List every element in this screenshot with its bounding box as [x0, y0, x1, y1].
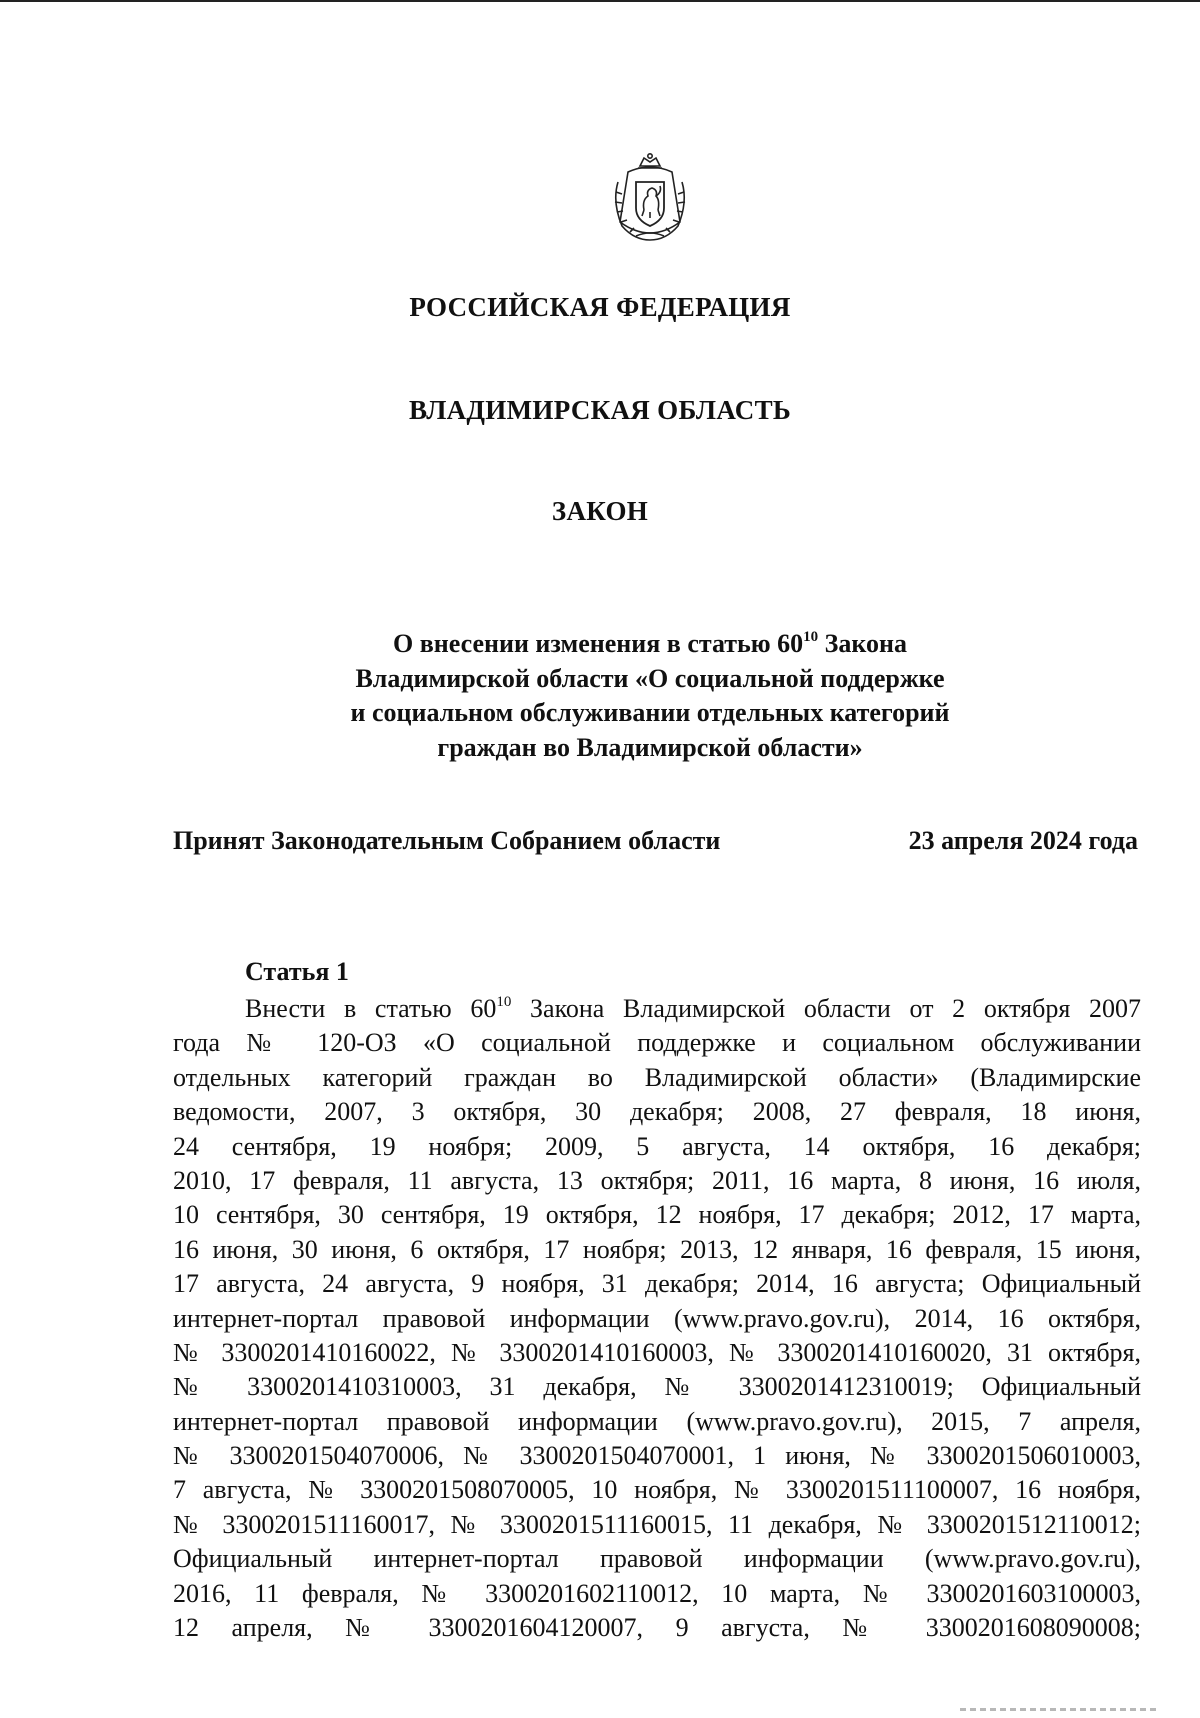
article-body-line: 10 сентября, 30 сентября, 19 октября, 12 ноября, 17 декабря; 2012, 17 марта, [173, 1200, 1141, 1230]
law-title-line: О внесении изменения в статью $60^{10}$ Закона [392, 629, 908, 658]
article-body-line: года № 120-ОЗ «О социальной поддержке и социальном обслуживании [173, 1028, 1141, 1058]
article-body-line: интернет-портал правовой информации (www.pravo.gov.ru), 2015, 7 апреля, [173, 1406, 1141, 1436]
law-title-line: Владимирской области «О социальной поддержке [355, 663, 945, 693]
adoption-date: 23 апреля 2024 года [908, 826, 1138, 855]
article-body-line: интернет-портал правовой информации (www.pravo.gov.ru), 2014, 16 октября, [173, 1303, 1141, 1333]
adoption-info [173, 826, 1138, 860]
region-heading: ВЛАДИМИРСКАЯ ОБЛАСТЬ [408, 395, 792, 425]
article-body-line: 16 июня, 30 июня, 6 октября, 17 ноября; 2013, 12 января, 16 февраля, 15 июня, [173, 1234, 1141, 1264]
document-type-heading: ЗАКОН [551, 496, 649, 526]
law-title-line: и социальном обслуживании отдельных категорий [350, 698, 950, 728]
article-body-line: 2016, 11 февраля, № 3300201602110012, 10 марта, № 3300201603100003, [173, 1578, 1141, 1608]
superscript-number: 10 [803, 629, 819, 645]
article-body-line: отдельных категорий граждан во Владимирской области» (Владимирские [173, 1062, 1141, 1092]
article-body [173, 992, 1141, 1645]
article-body-line: № 3300201410160022, № 3300201410160003, № 3300201410160020, 31 октября, [173, 1337, 1141, 1367]
law-title [300, 627, 1000, 765]
article-body-line: № 3300201511160017, № 3300201511160015, 11 декабря, № 3300201512110012; [173, 1509, 1141, 1539]
adopted-by-label: Принят Законодательным Собранием области [173, 826, 721, 855]
article-body-line: Официальный интернет-портал правовой информации (www.pravo.gov.ru), [173, 1544, 1141, 1574]
scan-footer-mark [960, 1708, 1160, 1711]
law-title-line: граждан во Владимирской области» [437, 732, 863, 762]
article-body-line: № 3300201410310003, 31 декабря, № 3300201412310019; Официальный [173, 1372, 1141, 1402]
superscript-number: 10 [496, 994, 512, 1010]
article-body-line: Внести в статью $60^{10}$ Закона Владимирской области от 2 октября 2007 [245, 994, 1141, 1023]
article-heading: Статья 1 [245, 957, 349, 986]
article-body-line: 7 августа, № 3300201508070005, 10 ноября, № 3300201511100007, 16 ноября, [173, 1475, 1141, 1505]
article-body-line: 17 августа, 24 августа, 9 ноября, 31 декабря; 2014, 16 августа; Официальный [173, 1269, 1141, 1299]
coat-of-arms-icon [608, 152, 692, 244]
article-body-line: 12 апреля, № 3300201604120007, 9 августа, № 3300201608090008; [173, 1613, 1141, 1643]
article-body-line: 2010, 17 февраля, 11 августа, 13 октября; 2011, 16 марта, 8 июня, 16 июля, [173, 1165, 1141, 1195]
article-body-line: № 3300201504070006, № 3300201504070001, 1 июня, № 3300201506010003, [173, 1441, 1141, 1471]
top-border-line [0, 0, 1200, 2]
article-body-line: 24 сентября, 19 ноября; 2009, 5 августа, 14 октября, 16 декабря; [173, 1131, 1141, 1161]
country-heading: РОССИЙСКАЯ ФЕДЕРАЦИЯ [409, 292, 791, 322]
article-body-line: ведомости, 2007, 3 октября, 30 декабря; 2008, 27 февраля, 18 июня, [173, 1097, 1141, 1127]
